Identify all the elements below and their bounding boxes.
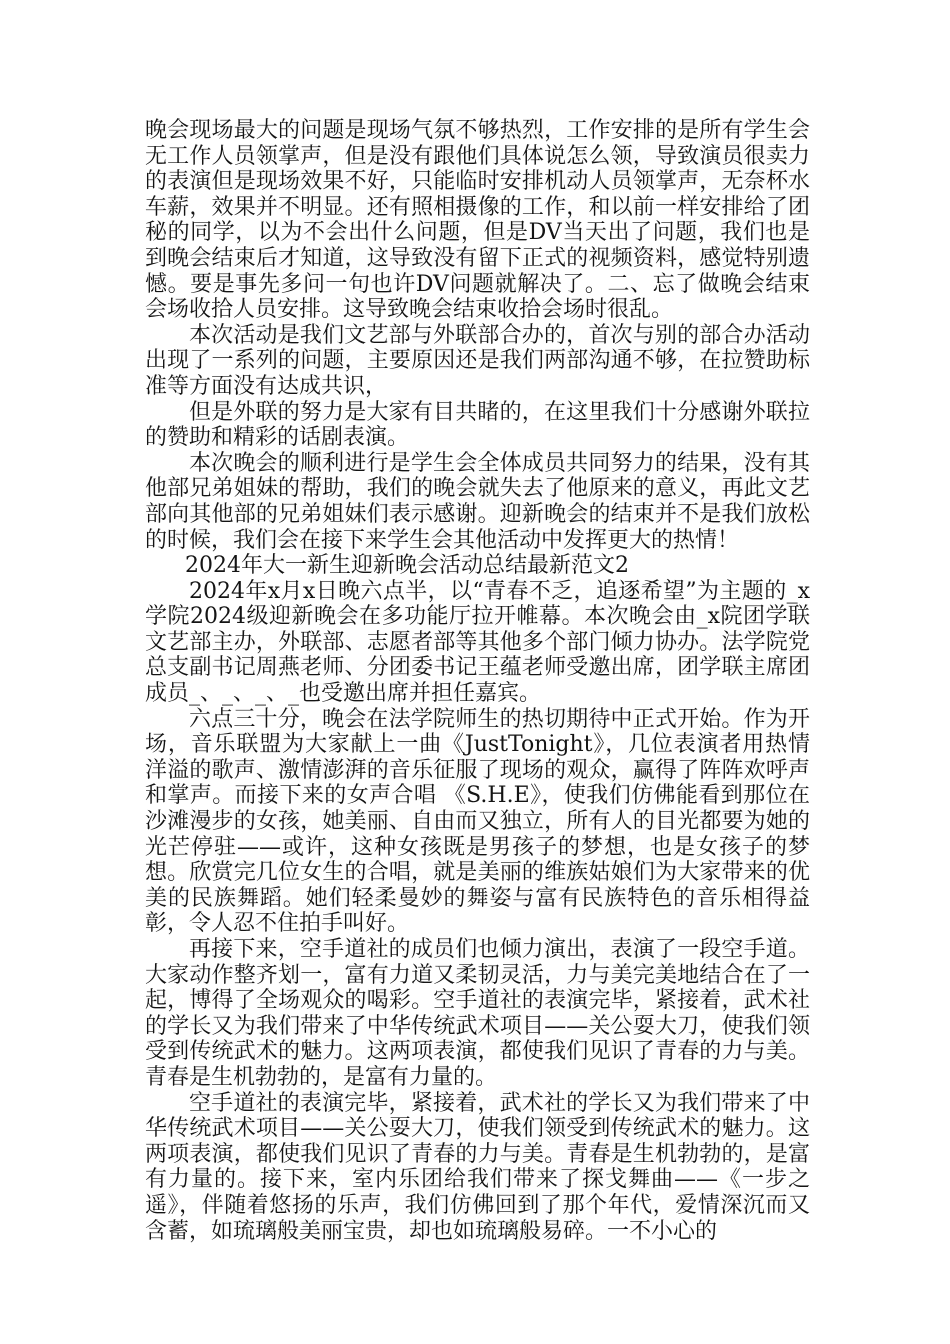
paragraph: 再接下来，空手道社的成员们也倾力演出，表演了一段空手道。大家动作整齐划一，富有力道又柔韧灵活，力与美完美地结合在了一起，博得了全场观众的喝彩。空手道社的表演完毕，紧接着，武术社的学长又为我们带来了中华传统武术项目——关公耍大刀，使我们领受到传统武术的魅力。这两项表演，都使我们见识了青春的力与美。青春是生机勃勃的，是富有力量的。 (145, 937, 810, 1090)
paragraph: 空手道社的表演完毕，紧接着，武术社的学长又为我们带来了中华传统武术项目——关公耍大刀，使我们领受到传统武术的魅力。这两项表演，都使我们见识了青春的力与美。青春是生机勃勃的，是富有力量的。接下来，室内乐团给我们带来了探戈舞曲——《一步之遥》，伴随着悠扬的乐声，我们仿佛回到了那个年代，爱情深沉而又含蓄，如琉璃般美丽宝贵，却也如琉璃般易碎。一不小心的 (145, 1090, 810, 1244)
document-page (145, 118, 810, 1244)
section-heading: 2024年大一新生迎新晚会活动总结最新范文2 (185, 553, 629, 579)
paragraph: 但是外联的努力是大家有目共睹的，在这里我们十分感谢外联拉的赞助和精彩的话剧表演。 (145, 399, 810, 451)
paragraph: 本次活动是我们文艺部与外联部合办的，首次与别的部合办活动出现了一系列的问题，主要原因还是我们两部沟通不够，在拉赞助标准等方面没有达成共识， (145, 322, 810, 399)
paragraph: 本次晚会的顺利进行是学生会全体成员共同努力的结果，没有其他部兄弟姐妹的帮助，我们的晚会就失去了他原来的意义，再此文艺部向其他部的兄弟姐妹们表示感谢。迎新晚会的结束并不是我们放松的时候，我们会在接下来学生会其他活动中发挥更大的热情！ (145, 450, 810, 553)
paragraph: 2024年x月x日晚六点半，以“青春不乏，追逐希望”为主题的_x学院2024级迎新晚会在多功能厅拉开帷幕。本次晚会由_x院团学联文艺部主办，外联部、志愿者部等其他多个部门倾力协办。法学院党总支副书记周燕老师、分团委书记王蕴老师受邀出席，团学联主席团成员_、_、_、_也受邀出席并担任嘉宾。 (145, 578, 810, 707)
paragraph: 六点三十分，晚会在法学院师生的热切期待中正式开始。作为开场，音乐联盟为大家献上一曲《JustTonight》，几位表演者用热情洋溢的歌声、激情澎湃的音乐征服了现场的观众，赢得了阵阵欢呼声和掌声。而接下来的女声合唱 《S.H.E》，使我们仿佛能看到那位在沙滩漫步的女孩，她美丽、自由而又独立，所有人的目光都要为她的光芒停驻——或许，这种女孩既是男孩子的梦想，也是女孩子的梦想。欣赏完几位女生的合唱，就是美丽的维族姑娘们为大家带来的优美的民族舞蹈。她们轻柔曼妙的舞姿与富有民族特色的音乐相得益彰，令人忍不住拍手叫好。 (145, 706, 810, 937)
paragraph-continued: 晚会现场最大的问题是现场气氛不够热烈，工作安排的是所有学生会无工作人员领掌声，但是没有跟他们具体说怎么领，导致演员很卖力的表演但是现场效果不好，只能临时安排机动人员领掌声，无奈杯水车薪，效果并不明显。还有照相摄像的工作，和以前一样安排给了团秘的同学，以为不会出什么问题，但是DV当天出了问题，我们也是到晚会结束后才知道，这导致没有留下正式的视频资料，感觉特别遗憾。要是事先多问一句也许DV问题就解决了。二、忘了做晚会结束会场收拾人员安排。这导致晚会结束收拾会场时很乱。 (145, 118, 810, 323)
